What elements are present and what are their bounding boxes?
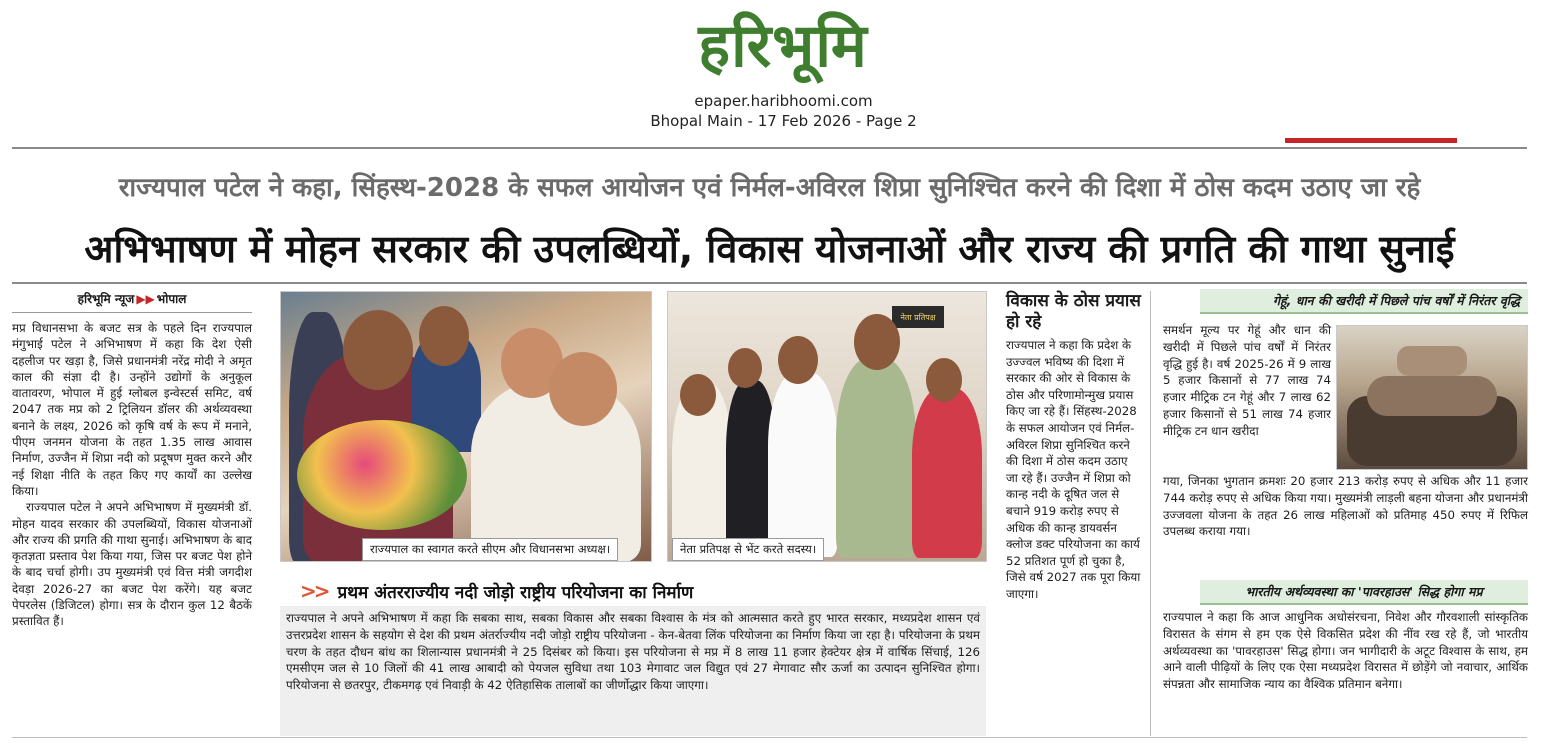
middle-column-heading: विकास के ठोस प्रयास हो रहे xyxy=(1006,291,1141,332)
photo-opposition-leader[interactable] xyxy=(667,291,987,562)
river-project-box xyxy=(280,606,986,736)
photo-caption-1: राज्यपाल का स्वागत करते सीएम और विधानसभा अध्यक्ष। xyxy=(362,538,618,561)
left-para-1: मप्र विधानसभा के बजट सत्र के पहले दिन राज्यपाल मंगुभाई पटेल ने अभिभाषण में कहा कि देश ऐसी दहलीज पर खड़ा है, जिसे प्रधानमंत्री नरेंद्र मोदी ने अमृत काल की संज्ञा दी है। उन्होंने उद्योगों के अनुकूल वातावरण, भोपाल में हुई ग्लोबल इन्वेस्टर्स समिट, वर्ष 2047 तक मप्र को 2 ट्रिलियन डॉलर की अर्थव्यवस्था बनाने के लक्ष्य, 2026 को कृषि वर्ष के रूप में मनाने, पीएम जनमन योजना के तहत 1.35 लाख आवास निर्माण, उज्जैन में शिप्रा नदी को प्रदूषण मुक्त करने और नई शिक्षा नीति के तहत किए गए कार्यों का उल्लेख किया। xyxy=(12,321,252,498)
bottom-divider xyxy=(12,737,1527,738)
photo-governor-welcome[interactable] xyxy=(280,291,652,562)
masthead xyxy=(0,0,1567,150)
accent-rule xyxy=(1285,138,1457,143)
flower-bouquet xyxy=(297,420,467,530)
photo-head xyxy=(926,358,962,402)
photo-assembly-hall[interactable] xyxy=(1336,325,1528,470)
column-divider xyxy=(1150,291,1151,736)
procurement-tag: गेहूं, धान की खरीदी में पिछले पांच वर्षों में निरंतर वृद्धि xyxy=(1200,289,1528,314)
photo-head xyxy=(680,374,716,416)
nameplate: नेता प्रतिपक्ष xyxy=(892,306,944,328)
river-heading-text: प्रथम अंतरराज्यीय नदी जोड़ो राष्ट्रीय परियोजना का निर्माण xyxy=(337,583,694,603)
photo-head xyxy=(854,314,900,370)
photo-head xyxy=(549,352,617,426)
photo-figure xyxy=(912,388,982,558)
byline xyxy=(12,290,252,313)
photo-figure xyxy=(836,358,916,558)
supporting-headline: राज्यपाल पटेल ने कहा, सिंहस्थ-2028 के सफल आयोजन एवं निर्मल-अविरल शिप्रा सुनिश्चित करने की दिशा में ठोस कदम उठाए जा रहे xyxy=(118,173,1421,203)
river-project-heading xyxy=(300,579,693,603)
headline-divider xyxy=(12,282,1527,284)
haribhoomi-logo[interactable] xyxy=(637,6,929,86)
photo-caption-2: नेता प्रतिपक्ष से भेंट करते सदस्य। xyxy=(672,538,824,561)
edition-info: Bhopal Main - 17 Feb 2026 - Page 2 xyxy=(650,112,917,130)
middle-column-body: राज्यपाल ने कहा कि प्रदेश के उज्ज्वल भविष्य की दिशा में सरकार की ओर से विकास के ठोस और परिणामोन्मुख प्रयास किए जा रहे हैं। सिंहस्थ-2028 के सफल आयोजन एवं निर्मल-अविरल शिप्रा सुनिश्चित करने की दिशा में ठोस कदम उठाए जा रहे हैं। उज्जैन में शिप्रा को कान्ह नदी के दूषित जल से बचाने 919 करोड़ रुपए से अधिक की कान्ह डायवर्सन क्लोज डक्ट परियोजना का कार्य 52 प्रतिशत पूर्ण हो चुका है, जिसे वर्ष 2027 तक पूरा किया जाएगा। xyxy=(1006,338,1141,601)
photo-head xyxy=(419,306,469,366)
main-headline: अभिभाषण में मोहन सरकार की उपलब्धियों, विकास योजनाओं और राज्य की प्रगति की गाथा सुनाई xyxy=(84,227,1455,271)
site-url[interactable]: epaper.haribhoomi.com xyxy=(694,92,873,110)
procurement-text-bottom: गया, जिनका भुगतान क्रमशः 20 हजार 213 करोड़ रुपए से अधिक और 11 हजार 744 करोड़ रुपए से अधिक किया गया। मुख्यमंत्री लाड़ली बहना योजना और प्रधानमंत्री उज्जवला योजना के तहत 26 लाख महिलाओं को प्रतिमाह 450 रुपए में रिफिल उपलब्ध कराया गया। xyxy=(1163,474,1528,539)
powerhouse-text: राज्यपाल ने कहा कि आज आधुनिक अधोसंरचना, निवेश और गौरवशाली सांस्कृतिक विरासत के संगम से हम एक ऐसे विकसित प्रदेश की नींव रख रहे हैं, जो भारतीय अर्थव्यवस्था का 'पावरहाउस' सिद्ध होगा। जन भागीदारी के अटूट विश्वास के साथ, हम आने वाली पीढ़ियों के लिए एक ऐसा मध्यप्रदेश विरासत में छोड़ेंगे जो नवाचार, आर्थिक संपन्नता और सामाजिक न्याय का वैश्विक प्रतिमान बनेगा। xyxy=(1163,610,1528,692)
left-story-body xyxy=(12,320,252,630)
top-divider xyxy=(12,147,1527,149)
photo-figure xyxy=(768,372,838,557)
photo-crowd xyxy=(1397,346,1467,376)
photo-head xyxy=(778,336,818,384)
procurement-text-top: समर्थन मूल्य पर गेहूं और धान की खरीदी में पिछले पांच वर्षों में निरंतर वृद्धि हुई है। वर्ष 2025-26 में 9 लाख 5 हजार किसानों से 77 लाख 74 हजार मीट्रिक टन गेहूं और 7 लाख 62 हजार किसानों से 51 लाख 74 हजार मीट्रिक टन धान खरीदा xyxy=(1163,323,1331,438)
logo-wordmark: हरिभूमि xyxy=(698,11,868,81)
powerhouse-tag: भारतीय अर्थव्यवस्था का 'पावरहाउस' सिद्ध होगा मप्र xyxy=(1200,580,1528,605)
procurement-story-top xyxy=(1163,322,1331,440)
byline-source: हरिभूमि न्यूज xyxy=(77,292,135,306)
double-chevron-icon: >> xyxy=(300,579,328,603)
procurement-story-bottom xyxy=(1163,473,1528,540)
left-para-2: राज्यपाल पटेल ने अपने अभिभाषण में मुख्यमंत्री डॉ. मोहन यादव सरकार की उपलब्धियों, विकास योजनाओं और राज्य की प्रगति की गाथा सुनाई। अभिभाषण के बाद कृतज्ञता प्रस्ताव पेश किया गया, जिस पर बजट पेश होने के बाद चर्चा होगी। उप मुख्यमंत्री एवं वित्त मंत्री जगदीश देवड़ा 2026-27 का बजट पेश करेंगे। यह बजट पेपरलेस (डिजिटल) होगा। सत्र के दौरान कुल 12 बैठकें प्रस्तावित हैं। xyxy=(12,500,252,629)
photo-head xyxy=(343,310,413,390)
left-column-story xyxy=(12,290,252,735)
photo-crowd xyxy=(1367,376,1497,416)
powerhouse-story xyxy=(1163,609,1528,693)
river-project-body: राज्यपाल ने अपने अभिभाषण में कहा कि सबका साथ, सबका विकास और सबका विश्वास के मंत्र को आत्मसात करते हुए भारत सरकार, मध्यप्रदेश शासन एवं उत्तरप्रदेश शासन के सहयोग से देश की प्रथम अंतर्राज्यीय नदी जोड़ो राष्ट्रीय परियोजना - केन-बेतवा लिंक परियोजना का निर्माण किया जा रहा है। परियोजना के प्रथम चरण के तहत दौधन बांध का शिलान्यास प्रधानमंत्री ने 25 दिसंबर को किया। इस परियोजना से मप्र में 8 लाख 11 हजार हेक्टेयर क्षेत्र में वार्षिक सिंचाई, 126 एमसीएम जल से 10 जिलों की 41 लाख आबादी को पेयजल सुविधा तथा 103 मेगावाट जल विद्युत एवं 27 मेगावाट सौर ऊर्जा का उत्पादन सुनिश्चित होगा। परियोजना से छतरपुर, टीकमगढ़ एवं निवाड़ी के 42 ऐतिहासिक तालाबों का जीर्णोद्धार किया जाएगा। xyxy=(286,611,980,693)
photo-head xyxy=(728,348,762,388)
middle-column-story xyxy=(1006,291,1143,736)
byline-arrow-icon: ▶▶ xyxy=(136,292,155,306)
byline-city: भोपाल xyxy=(156,292,187,306)
